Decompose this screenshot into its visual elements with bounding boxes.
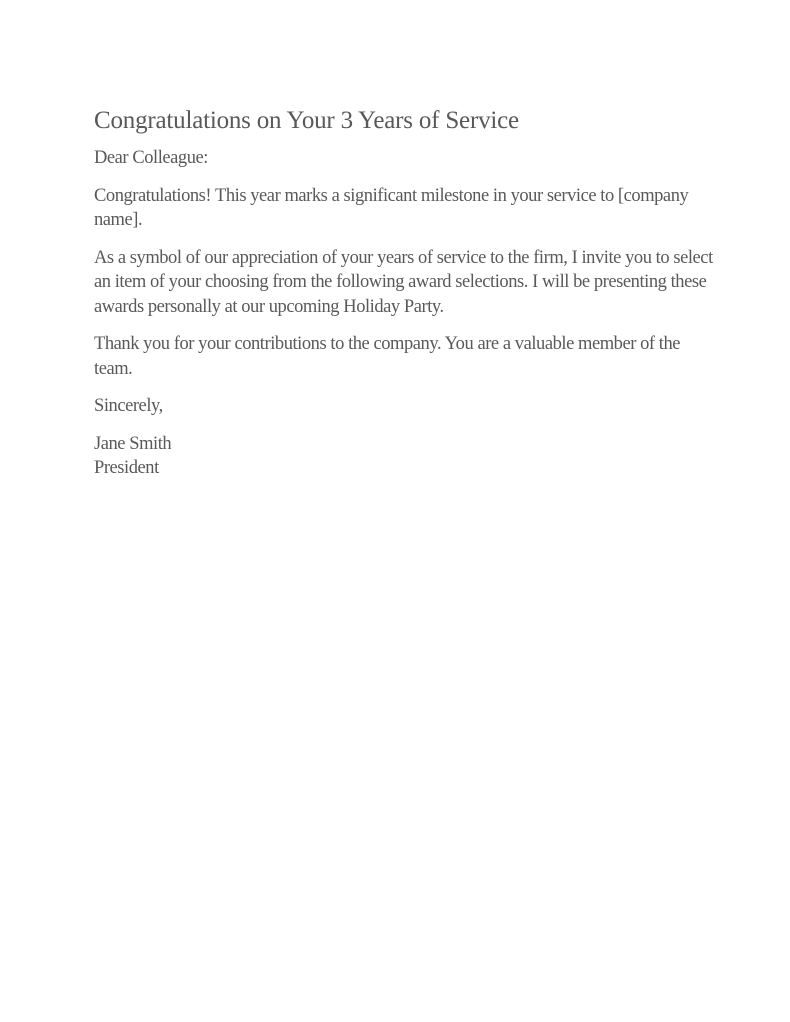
- signature-name: Jane Smith: [94, 433, 172, 454]
- paragraph-milestone: Congratulations! This year marks a significant milestone in your service to [company name].: [94, 185, 689, 230]
- closing: Sincerely,: [94, 396, 163, 416]
- paragraph-thanks: Thank you for your contributions to the company. You are a valuable member of the team.: [94, 334, 681, 379]
- paragraph-award: As a symbol of our appreciation of your years of service to the firm, I invite you to select an item of your choosing from the following award selections. I will be presenting these awards personally at our upcoming Holiday Party.: [94, 247, 713, 317]
- signature-role: President: [94, 458, 159, 478]
- letter-content: [94, 104, 714, 481]
- signature-block: [94, 432, 714, 481]
- salutation: Dear Colleague:: [94, 148, 208, 168]
- letter-title: Congratulations on Your 3 Years of Service: [94, 107, 519, 134]
